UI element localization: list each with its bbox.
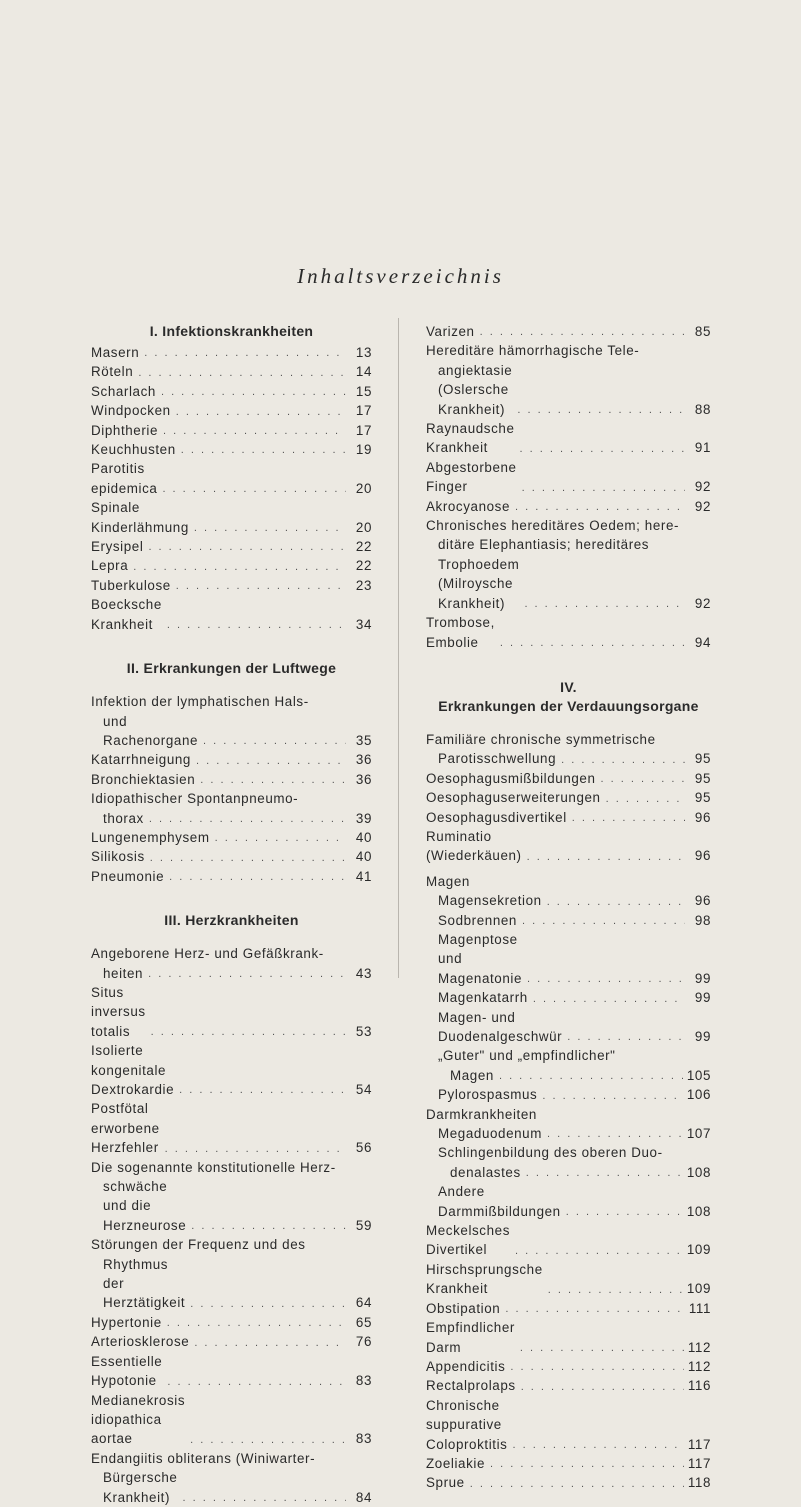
page-number: 111 [688, 1300, 711, 1316]
page-number: 22 [355, 539, 372, 555]
entry-title: Boecksche Krankheit [91, 597, 162, 632]
toc-entry [426, 458, 711, 497]
page-number: 95 [694, 770, 711, 786]
leader-dots [203, 736, 346, 746]
toc-entry [426, 1046, 711, 1085]
leader-dots [167, 1318, 346, 1328]
toc-entry [426, 1454, 711, 1473]
toc-entry [426, 1221, 711, 1260]
page-number: 53 [355, 1023, 372, 1039]
toc-entry [426, 930, 711, 988]
column-divider [398, 318, 399, 978]
page-number: 36 [355, 771, 372, 787]
entry-title: Trombose, Embolie [426, 615, 495, 650]
toc-entry [91, 867, 372, 886]
entry-title: Rhythmus der Herztätigkeit [103, 1256, 186, 1311]
page-number: 95 [694, 790, 711, 806]
leader-dots [533, 994, 685, 1004]
leader-dots [190, 1435, 346, 1445]
page-number: 14 [355, 364, 372, 380]
toc-entry [91, 1332, 372, 1351]
page-number: 96 [694, 893, 711, 909]
section-heading: II. Erkrankungen der Luftwege [126, 660, 337, 677]
leader-dots [526, 1168, 683, 1178]
entry-title: Zoeliakie [426, 1455, 485, 1471]
toc-entry [91, 401, 372, 420]
entry-title: Lepra [91, 558, 129, 574]
page-number: 99 [694, 970, 711, 986]
page-number: 88 [694, 401, 711, 417]
section-heading: I. Infektionskrankheiten [149, 323, 314, 339]
entry-title: schwäche und die Herzneurose [103, 1179, 187, 1233]
entry-title: Isolierte kongenitale Dextrokardie [91, 1043, 175, 1097]
entry-title: Röteln [91, 364, 134, 380]
toc-entry [91, 1313, 372, 1332]
toc-entry [91, 944, 372, 983]
page-number: 36 [355, 752, 372, 768]
page-number: 83 [355, 1431, 372, 1447]
toc-entry [91, 1352, 372, 1391]
entry-title: Parotitis epidemica [91, 461, 158, 496]
entry-title: Silikosis [91, 849, 145, 865]
leader-dots [176, 407, 346, 417]
page-number: 85 [694, 324, 711, 339]
entry-title: Scharlach [91, 383, 156, 399]
toc-entry [91, 1235, 372, 1313]
toc-entry [91, 1158, 372, 1236]
page-number: 13 [355, 345, 372, 360]
toc-entry [91, 1041, 372, 1099]
group-heading: Magen [426, 873, 470, 889]
toc-entry [426, 419, 711, 458]
toc-entry [426, 911, 711, 930]
leader-dots [149, 814, 346, 824]
leader-dots [512, 1440, 683, 1450]
entry-title: Trophoedem (Milroysche Krankheit) [438, 556, 520, 611]
entry-title: Andere Darmmißbildungen [438, 1184, 561, 1219]
toc-entry [426, 1396, 711, 1454]
entry-title: Hirschsprungsche Krankheit [426, 1261, 543, 1297]
page-number: 109 [686, 1281, 711, 1297]
entry-title: Meckelsches Divertikel [426, 1223, 510, 1258]
toc-entry [91, 789, 372, 828]
page-number: 17 [355, 403, 372, 419]
page-number: 65 [355, 1314, 372, 1330]
leader-dots [522, 483, 685, 493]
entry-title: Hypertonie [91, 1314, 162, 1330]
page-number: 107 [686, 1126, 711, 1142]
toc-entry [426, 1318, 711, 1357]
entry-title: Pneumonie [91, 868, 165, 884]
leader-dots [182, 1493, 346, 1503]
page-number: 96 [694, 809, 711, 825]
page-number: 92 [694, 595, 711, 611]
page-number: 56 [355, 1140, 372, 1156]
entry-title: Rectalprolaps [426, 1378, 516, 1394]
toc-entry [426, 808, 711, 827]
leader-dots [161, 387, 346, 397]
page-number: 106 [686, 1087, 711, 1103]
entry-title: Masern [91, 345, 140, 360]
page-number: 34 [355, 616, 372, 632]
toc-list [91, 343, 372, 634]
entry-title: Sodbrennen [438, 912, 517, 928]
page-number: 99 [694, 1029, 711, 1044]
entry-title: Störungen der Frequenz und des [91, 1237, 306, 1253]
toc-entry [91, 828, 372, 847]
page-number: 116 [687, 1378, 711, 1394]
entry-title: Diphtherie [91, 422, 159, 438]
page-number: 17 [355, 422, 372, 438]
page-number: 84 [355, 1489, 372, 1505]
page-number: 43 [355, 965, 372, 981]
page-number: 112 [687, 1339, 711, 1355]
page-number: 35 [355, 732, 372, 748]
leader-dots [167, 620, 346, 630]
leader-dots [138, 368, 346, 378]
leader-dots [480, 327, 685, 337]
leader-dots [566, 1207, 683, 1217]
toc-entry [91, 537, 372, 556]
leader-dots [527, 974, 685, 984]
page-number: 76 [355, 1334, 372, 1350]
toc-entry [426, 1143, 711, 1182]
page-number: 98 [694, 912, 711, 928]
leader-dots [169, 872, 346, 882]
toc-entry [426, 341, 711, 419]
leader-dots [215, 833, 346, 843]
page-number: 59 [355, 1217, 372, 1233]
leader-dots [148, 542, 346, 552]
toc-entry [426, 1260, 711, 1299]
entry-title: Katarrhneigung [91, 752, 191, 768]
leader-dots [196, 756, 346, 766]
page-number: 64 [355, 1295, 372, 1311]
toc-entry [426, 988, 711, 1007]
entry-title: „Guter" und „empfindlicher" [438, 1048, 616, 1064]
leader-dots [561, 755, 685, 765]
toc-entry [426, 1085, 711, 1104]
leader-dots [163, 426, 346, 436]
entry-title: Idiopathischer Spontanpneumo- [91, 791, 299, 807]
page-number: 92 [694, 498, 711, 514]
leader-dots [165, 1144, 346, 1154]
leader-dots [176, 581, 346, 591]
page-number: 105 [686, 1067, 711, 1083]
toc-entry [91, 459, 372, 498]
entry-title: Raynaudsche Krankheit [426, 421, 515, 456]
toc-entry [91, 595, 372, 634]
leader-dots [548, 1285, 683, 1295]
toc-entry [426, 322, 711, 341]
leader-dots [148, 969, 346, 979]
toc-entry [426, 1299, 711, 1318]
toc-entry [426, 891, 711, 910]
entry-title: Obstipation [426, 1300, 501, 1316]
entry-title: Schlingenbildung des oberen Duo- [438, 1145, 663, 1161]
toc-entry [91, 498, 372, 537]
leader-dots [520, 1343, 684, 1353]
toc-entry [91, 1099, 372, 1157]
entry-title: Erysipel [91, 539, 144, 555]
entry-title: Parotisschwellung [438, 751, 557, 767]
toc-entry [426, 613, 711, 652]
group-heading: Darmkrankheiten [426, 1106, 537, 1122]
toc-entry [91, 692, 372, 750]
leader-dots [542, 1091, 683, 1101]
toc-entry [91, 576, 372, 595]
page-number: 39 [355, 810, 372, 826]
entry-title: Appendicitis [426, 1358, 506, 1374]
leader-dots [515, 502, 685, 512]
leader-dots [194, 1338, 346, 1348]
page-number: 108 [686, 1164, 711, 1180]
entry-title: Megaduodenum [438, 1126, 542, 1142]
toc-entry [426, 1376, 711, 1395]
leader-dots [547, 897, 685, 907]
entry-title: Infektion der lymphatischen Hals- [91, 694, 309, 710]
toc-entry [91, 847, 372, 866]
leader-dots [200, 775, 346, 785]
leader-dots [151, 1027, 346, 1037]
entry-title: denalastes [450, 1164, 521, 1180]
toc-entry [91, 556, 372, 575]
entry-title: Magenkatarrh [438, 990, 528, 1006]
entry-title: Oesophagusmißbildungen [426, 770, 596, 786]
entry-title: Bürgersche Krankheit) [103, 1470, 178, 1505]
leader-dots [499, 1071, 683, 1081]
toc-entry [426, 497, 711, 516]
entry-title: thorax [103, 810, 144, 826]
page-number: 117 [687, 1455, 711, 1471]
leader-dots [572, 813, 685, 823]
leader-dots [524, 599, 685, 609]
entry-title: Abgestorbene Finger [426, 459, 517, 495]
toc-entry [91, 382, 372, 401]
toc-right-column [426, 322, 711, 1493]
page-number: 20 [355, 519, 372, 535]
entry-title: Akrocyanose [426, 498, 511, 514]
entry-title: Hereditäre hämorrhagische Tele- [426, 343, 640, 359]
toc-entry [91, 1391, 372, 1449]
toc-entry [91, 770, 372, 789]
leader-dots [150, 853, 346, 863]
entry-title: Ruminatio (Wiederkäuen) [426, 828, 522, 864]
page-number: 40 [355, 849, 372, 865]
leader-dots [527, 852, 685, 862]
entry-title: Essentielle Hypotonie [91, 1353, 163, 1389]
page-number: 20 [355, 480, 372, 496]
leader-dots [470, 1479, 684, 1489]
entry-title: Endangiitis obliterans (Winiwarter- [91, 1450, 316, 1466]
entry-title: heiten [103, 965, 144, 981]
entry-title: Sprue [426, 1475, 465, 1491]
leader-dots [167, 1377, 346, 1387]
toc-entry [426, 516, 711, 613]
page-number: 109 [686, 1242, 711, 1258]
page-number: 95 [694, 751, 711, 767]
entry-title: Spinale Kinderlähmung [91, 500, 189, 535]
toc-left-column [91, 322, 372, 1507]
entry-title: Magenptose und Magenatonie [438, 931, 523, 986]
leader-dots [144, 348, 346, 358]
leader-dots [194, 523, 346, 533]
entry-title: Postfötal erworbene Herzfehler [91, 1101, 160, 1156]
page-number: 41 [355, 868, 372, 884]
section-heading: III. Herzkrankheiten [164, 912, 299, 929]
entry-title: Die sogenannte konstitutionelle Herz- [91, 1159, 336, 1175]
entry-title: Magen [450, 1067, 494, 1083]
toc-entry [426, 1008, 711, 1047]
entry-title: Keuchhusten [91, 442, 176, 458]
page-number: 96 [694, 848, 711, 864]
toc-entry [426, 1124, 711, 1143]
page-title: Inhaltsverzeichnis [297, 264, 504, 288]
entry-title: ditäre Elephantiasis; hereditäres [438, 537, 650, 553]
toc-entry [426, 827, 711, 866]
page-number: 22 [355, 558, 372, 574]
page-number: 19 [355, 442, 372, 458]
toc-entry [426, 788, 711, 807]
leader-dots [133, 562, 346, 572]
page-number: 94 [694, 634, 711, 650]
entry-title: angiektasie (Oslersche Krankheit) [438, 362, 513, 417]
leader-dots [521, 1382, 684, 1392]
leader-dots [179, 1085, 346, 1095]
leader-dots [601, 774, 685, 784]
leader-dots [191, 1221, 346, 1231]
leader-dots [517, 405, 685, 415]
page-number: 92 [694, 479, 711, 495]
leader-dots [522, 916, 685, 926]
toc-entry [91, 1449, 372, 1507]
entry-title: Medianekrosis idiopathica aortae [91, 1392, 186, 1447]
page-number: 117 [687, 1436, 711, 1452]
leader-dots [162, 484, 346, 494]
toc-entry [91, 983, 372, 1041]
leader-dots [567, 1032, 685, 1042]
leader-dots [520, 444, 686, 454]
entry-title: Oesophagusdivertikel [426, 809, 567, 825]
toc-entry [426, 1357, 711, 1376]
page-number: 54 [355, 1082, 372, 1097]
page-number: 23 [355, 577, 372, 593]
entry-title: Pylorospasmus [438, 1087, 538, 1103]
entry-title: Empfindlicher Darm [426, 1320, 515, 1355]
page-number: 118 [687, 1475, 711, 1491]
entry-title: Angeborene Herz- und Gefäßkrank- [91, 946, 324, 962]
leader-dots [490, 1459, 684, 1469]
entry-title: Arteriosklerose [91, 1334, 190, 1350]
entry-title: Chronische suppurative Coloproktitis [426, 1397, 508, 1452]
toc-entry [426, 730, 711, 769]
page-number: 91 [694, 440, 711, 456]
entry-title: Bronchiektasien [91, 771, 196, 787]
page-number: 15 [355, 383, 372, 399]
leader-dots [606, 794, 685, 804]
entry-title: Magen- und Duodenalgeschwür [438, 1009, 563, 1044]
leader-dots [500, 638, 685, 648]
toc-entry [91, 750, 372, 769]
leader-dots [510, 1362, 683, 1372]
entry-title: Oesophaguserweiterungen [426, 790, 601, 806]
toc-entry [91, 440, 372, 459]
entry-title: Chronisches hereditäres Oedem; here- [426, 518, 680, 534]
page-number: 40 [355, 829, 372, 845]
leader-dots [547, 1129, 683, 1139]
toc-entry [426, 769, 711, 788]
entry-title: Magensekretion [438, 893, 542, 909]
toc-entry [91, 421, 372, 440]
page-number: 108 [686, 1203, 711, 1219]
entry-title: Lungenemphysem [91, 829, 210, 845]
entry-title: und Rachenorgane [103, 713, 199, 748]
page-number: 99 [694, 990, 711, 1006]
page-number: 112 [687, 1358, 711, 1374]
section-number: IV. [560, 678, 577, 695]
leader-dots [181, 445, 346, 455]
section-heading: Erkrankungen der Verdauungsorgane [438, 697, 699, 714]
entry-title: Varizen [426, 324, 475, 339]
leader-dots [505, 1304, 685, 1314]
leader-dots [190, 1299, 346, 1309]
page-number: 83 [355, 1373, 372, 1389]
entry-title: Tuberkulose [91, 577, 171, 593]
toc-entry [426, 1473, 711, 1492]
leader-dots [515, 1246, 683, 1256]
entry-title: Windpocken [91, 403, 171, 419]
entry-title: Situs inversus totalis [91, 984, 146, 1039]
toc-entry [91, 343, 372, 362]
toc-entry [91, 362, 372, 381]
entry-title: Familiäre chronische symmetrische [426, 731, 656, 747]
